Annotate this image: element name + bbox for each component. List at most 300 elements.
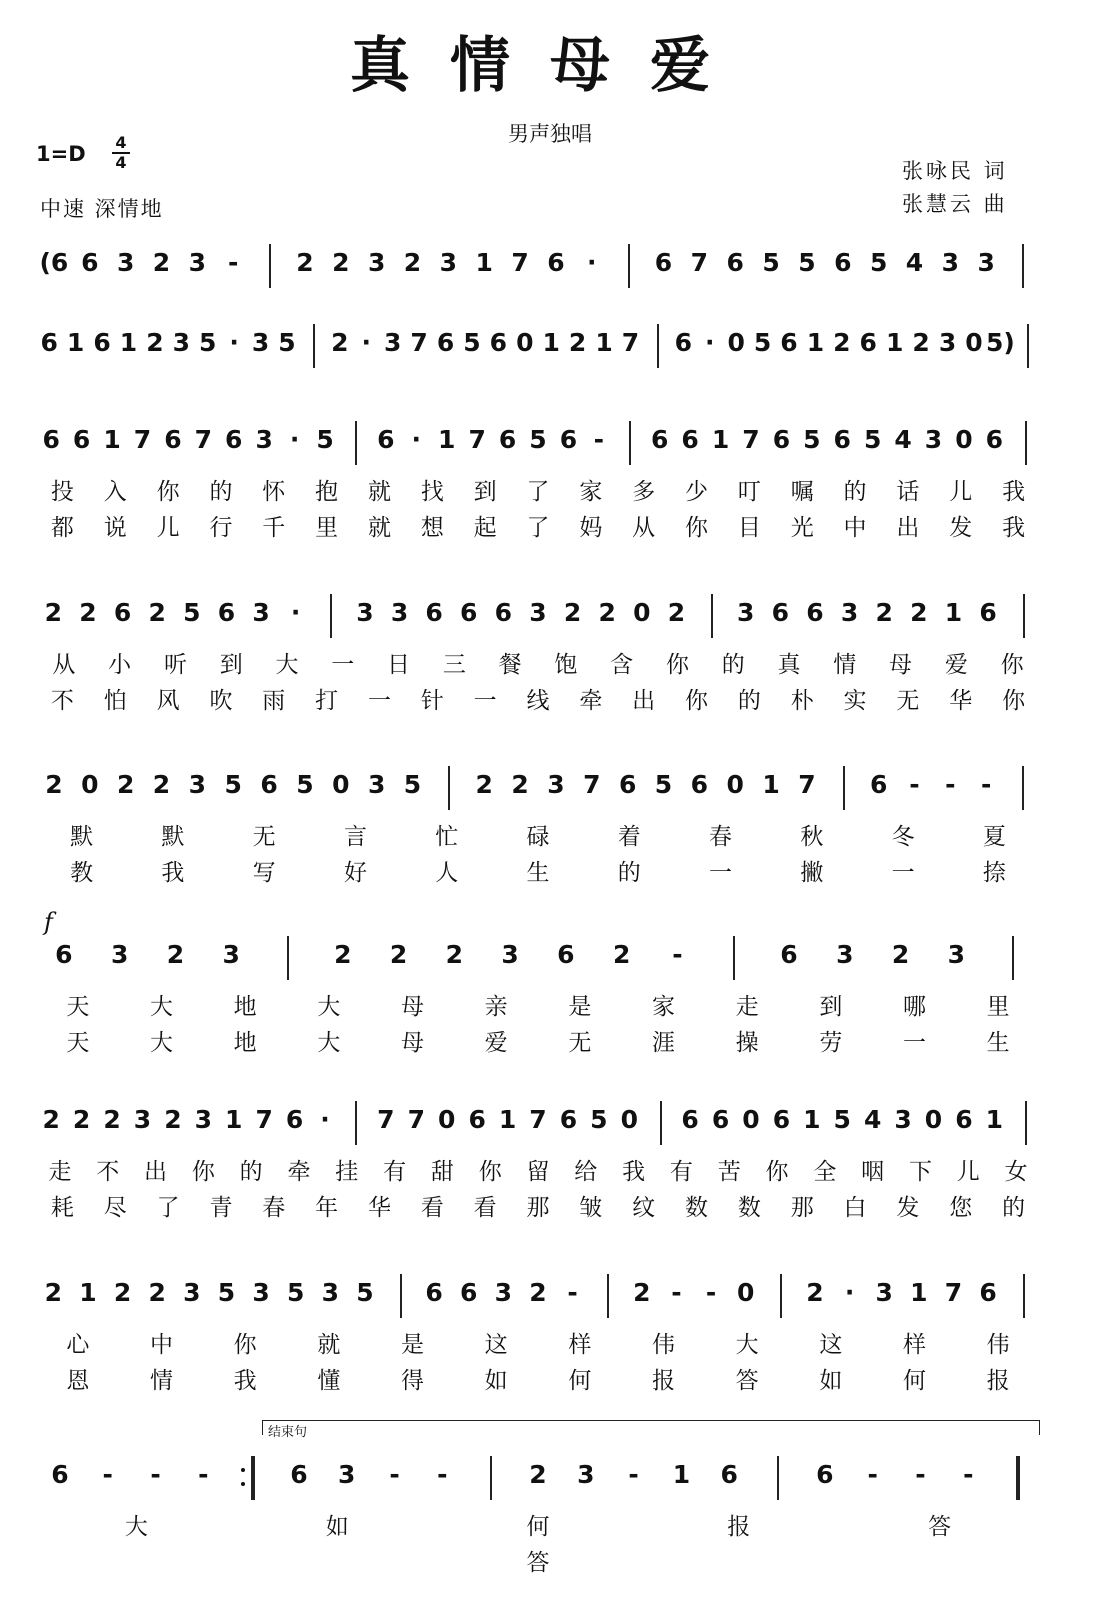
lyric-verse-1: 家 (579, 479, 603, 505)
note: 5 (869, 248, 888, 277)
note: - (389, 1460, 400, 1489)
lyric-verse-2: 怕 (103, 688, 127, 714)
lyric-verse-1: 天 (66, 994, 90, 1020)
lyric-verse-2: 起 (473, 515, 497, 541)
lyric-verse-2: 实 (843, 688, 867, 714)
lyric-verse-1: 心 (66, 1332, 90, 1358)
note: 2 (833, 328, 851, 357)
note: 3 (947, 940, 966, 969)
note: 6 (869, 770, 888, 799)
lyric-verse-2: 无 (896, 688, 920, 714)
lyric-verse-1: 了 (526, 479, 550, 505)
lyric-verse-1: 地 (233, 994, 257, 1020)
note: 5 (762, 248, 780, 277)
note: 2 (44, 1278, 62, 1307)
note: 2 (45, 770, 63, 799)
note: 3 (577, 1460, 595, 1489)
lyric-verse-2: 看 (420, 1195, 444, 1221)
note: 6 (290, 1460, 308, 1489)
note: 5 (403, 770, 422, 799)
lyric-verse-2: 涯 (652, 1030, 675, 1056)
dynamic-forte: f (44, 908, 53, 936)
lyric-verse-1: 走 (735, 994, 759, 1020)
note: 3 (116, 248, 135, 277)
note: 3 (737, 598, 755, 627)
note: 6 (425, 1278, 443, 1307)
lyric-verse-2: 都 (50, 515, 74, 541)
note: 2 (875, 598, 893, 627)
note: · (320, 1105, 330, 1134)
barline (1025, 1101, 1027, 1145)
lyric-verse-2: 皱 (579, 1195, 603, 1221)
barline (843, 766, 845, 810)
note: 3 (356, 598, 374, 627)
note: 6 (559, 425, 578, 454)
note: 2 (296, 248, 314, 277)
note: 0 (737, 1278, 755, 1307)
lyric-verse-1: 日 (387, 652, 411, 678)
lyric-verse-1: 一 (331, 652, 355, 678)
lyric-verse-1: 母 (401, 994, 424, 1020)
note: 6 (771, 598, 790, 627)
note: 7 (133, 425, 152, 454)
lyric-verse-2: 发 (896, 1195, 920, 1221)
barline (780, 1274, 782, 1318)
note: 6 (113, 598, 132, 627)
lyric-verse-2: 了 (526, 515, 550, 541)
lyric-verse-2: 捺 (982, 860, 1006, 886)
note: 3 (367, 770, 386, 799)
lyric-verse-2: 操 (735, 1030, 759, 1056)
note: 0 (965, 328, 983, 357)
lyric-verse-2: 你 (685, 515, 709, 541)
note: 0 (955, 425, 973, 454)
note: 5 (356, 1278, 374, 1307)
note: - (867, 1460, 878, 1489)
lyric-verse-1: 大 (317, 994, 341, 1020)
lyric-verse-1: 三 (442, 652, 466, 678)
note: 3 (367, 248, 386, 277)
score-system (0, 1460, 1100, 1590)
note: 7 (255, 1105, 273, 1134)
lyric-verse-1: 女 (1004, 1159, 1028, 1185)
note: 7 (377, 1105, 395, 1134)
note: - (150, 1460, 161, 1489)
lyric-verse-2: 生 (986, 1030, 1010, 1056)
note: 5 (753, 328, 772, 357)
lyric-verse-1: 春 (709, 824, 733, 850)
lyric-verse-1: 无 (252, 824, 276, 850)
note: 3 (941, 248, 960, 277)
lyric-verse-2: 中 (843, 515, 867, 541)
lyric-verse-1: 是 (568, 994, 592, 1020)
note: 0 (727, 328, 745, 357)
barline (1022, 766, 1024, 810)
lyric-verse-1: 伟 (652, 1332, 675, 1358)
lyric-verse-2: 年 (315, 1195, 339, 1221)
lyric-verse-2: 得 (401, 1368, 424, 1394)
barline (355, 1101, 357, 1145)
barline (1016, 1456, 1020, 1500)
lyric-verse-1: 的 (843, 479, 867, 505)
lyric-verse-2: 撇 (800, 860, 824, 886)
note: 6 (164, 425, 182, 454)
lyric-verse-2: 一 (473, 688, 497, 714)
lyric-verse-1: 苦 (717, 1159, 741, 1185)
note: 0 (742, 1105, 760, 1134)
lyric-verse-1: 大 (735, 1332, 759, 1358)
note: · (289, 425, 300, 454)
lyric-verse-2: 那 (526, 1195, 550, 1221)
note: 2 (148, 1278, 166, 1307)
lyric-verse-1: 家 (652, 994, 675, 1020)
note: 0 (924, 1105, 943, 1134)
note: 1 (711, 425, 730, 454)
lyric-verse-1: 走 (48, 1159, 72, 1185)
composer-credit: 张慧云 曲 (902, 192, 1008, 216)
note: 2 (146, 328, 164, 357)
lyric-verse-1: 忙 (435, 824, 459, 850)
lyric-verse-1: 有 (669, 1159, 693, 1185)
note: 3 (252, 1278, 270, 1307)
note: · (229, 328, 239, 357)
lyric-verse-1: 全 (813, 1159, 837, 1185)
note: 3 (255, 425, 273, 454)
note: 6 (498, 425, 517, 454)
lyric-verse-2: 吹 (209, 688, 233, 714)
note: 2 (529, 1278, 547, 1307)
note: 2 (806, 1278, 824, 1307)
note: 6 (772, 1105, 791, 1134)
score-system (0, 1278, 1100, 1408)
ending-bracket (262, 1420, 1040, 1435)
note: 5 (199, 328, 217, 357)
lyric-verse-2: 不 (50, 688, 74, 714)
lyric-verse-2: 答 (735, 1368, 759, 1394)
lyric-verse-2: 你 (1002, 688, 1026, 714)
lyric-verse-1: 样 (568, 1332, 592, 1358)
score-system (0, 425, 1100, 555)
note: 1 (944, 598, 963, 627)
lyric-verse-2: 我 (233, 1368, 257, 1394)
meter-bottom: 4 (115, 153, 127, 172)
note: 3 (188, 770, 207, 799)
lyric-verse-1: 大 (275, 652, 299, 678)
note: 2 (116, 770, 135, 799)
lyric-verse-1: 情 (833, 652, 857, 678)
note: · (844, 1278, 855, 1307)
barline (1025, 421, 1027, 465)
barline (355, 421, 357, 465)
lyric-verse-2: 说 (103, 515, 127, 541)
note: 1 (498, 1105, 517, 1134)
lyric-verse-2: 天 (66, 1030, 90, 1056)
lyric-verse-1: 着 (617, 824, 641, 850)
barline (607, 1274, 609, 1318)
lyric-verse-2: 雨 (262, 688, 286, 714)
note: 5 (286, 1278, 305, 1307)
lyric-verse-1: 大 (150, 994, 173, 1020)
note: 2 (148, 598, 166, 627)
note: 6 (225, 425, 243, 454)
note: 2 (912, 328, 930, 357)
lyric-verse-1: 母 (889, 652, 913, 678)
barline (1027, 324, 1029, 368)
note: 7 (944, 1278, 963, 1307)
note: 6 (377, 425, 395, 454)
lyric-verse-1: 留 (526, 1159, 550, 1185)
note: 2 (79, 598, 97, 627)
lyric-verse-1: 夏 (982, 824, 1006, 850)
lyric-verse-2: 报 (652, 1368, 675, 1394)
note: 3 (321, 1278, 339, 1307)
lyric-verse-1: 你 (191, 1159, 215, 1185)
lyric-verse-1: 话 (896, 479, 920, 505)
lyric-verse-2: 牵 (579, 688, 603, 714)
lyric-verse-2: 一 (367, 688, 391, 714)
barline (269, 244, 271, 288)
lyric-verse-1: 爱 (944, 652, 968, 678)
note: 1 (119, 328, 138, 357)
lyric-verse-2: 大 (150, 1030, 173, 1056)
note: 3 (251, 328, 270, 357)
note: 3 (183, 1278, 201, 1307)
note: 1 (985, 1105, 1004, 1134)
note: 7 (798, 770, 816, 799)
note: 0 (81, 770, 99, 799)
lyric-verse-1: 哪 (903, 994, 926, 1020)
barline (251, 1456, 255, 1500)
ending-label: 结束句 (268, 1425, 308, 1440)
note: 1 (475, 248, 493, 277)
note: 6 (260, 770, 278, 799)
lyric-verse-2: 爱 (484, 1030, 508, 1056)
barline (1023, 1274, 1025, 1318)
lyric-verse-1: 抱 (315, 479, 339, 505)
note: 6 (834, 248, 852, 277)
note: 3 (439, 248, 458, 277)
note: 3 (252, 598, 270, 627)
note: 6 (93, 328, 111, 357)
note: 6 (42, 425, 60, 454)
lyric-verse-1: 入 (103, 479, 127, 505)
lyric-verse-1: 儿 (949, 479, 973, 505)
lyric-verse-2: 懂 (317, 1368, 341, 1394)
lyric-verse-2: 青 (209, 1195, 233, 1221)
note: - (909, 770, 920, 799)
note: 5 (798, 248, 816, 277)
lyric-verse-1: 大 (124, 1514, 148, 1540)
lyric-verse-2: 线 (526, 688, 550, 714)
lyric-verse-2: 答 (526, 1550, 550, 1576)
lyric-verse-1: 何 (526, 1514, 550, 1540)
note: · (704, 328, 715, 357)
note: 6 (681, 1105, 699, 1134)
lyric-verse-1: 伟 (986, 1332, 1010, 1358)
score-system (0, 770, 1100, 900)
lyric-verse-1: 牵 (287, 1159, 311, 1185)
note: · (290, 598, 301, 627)
lyric-verse-1: 出 (144, 1159, 168, 1185)
lyric-verse-2: 目 (737, 515, 761, 541)
note: 7 (511, 248, 529, 277)
lyric-verse-1: 饱 (554, 652, 578, 678)
note: 6 (806, 598, 824, 627)
note: 6 (81, 248, 99, 277)
note: 0 (516, 328, 534, 357)
lyric-verse-1: 挂 (335, 1159, 359, 1185)
lyric-verse-2: 纹 (632, 1195, 656, 1221)
barline (660, 1101, 662, 1145)
lyric-verse-2: 好 (343, 860, 367, 886)
note: 6 (460, 598, 478, 627)
note: 7 (583, 770, 601, 799)
note: 3 (894, 1105, 912, 1134)
note: 1 (762, 770, 780, 799)
barline (330, 594, 332, 638)
note: 6 (494, 598, 513, 627)
note: 2 (152, 248, 171, 277)
note: 6 (780, 940, 798, 969)
song-title: 真情母爱 (350, 31, 750, 101)
lyric-verse-1: 言 (343, 824, 367, 850)
note: 5 (590, 1105, 608, 1134)
note: 7 (529, 1105, 547, 1134)
note: 6 (425, 598, 443, 627)
lyric-verse-1: 的 (721, 652, 745, 678)
note: 6 (711, 1105, 730, 1134)
lyric-verse-2: 写 (252, 860, 276, 886)
note: · (361, 328, 371, 357)
lyric-verse-1: 的 (209, 479, 233, 505)
note: 6 (51, 1460, 69, 1489)
lyric-verse-2: 教 (70, 860, 94, 886)
lyric-verse-2: 针 (420, 688, 444, 714)
lyric-verse-2: 出 (632, 688, 656, 714)
note: 5 (316, 425, 334, 454)
lyric-verse-2: 的 (737, 688, 761, 714)
lyric-verse-1: 是 (401, 1332, 424, 1358)
lyric-verse-1: 默 (161, 824, 185, 850)
lyric-verse-2: 数 (685, 1195, 709, 1221)
lyric-verse-2: 千 (262, 515, 286, 541)
note: - (963, 1460, 974, 1489)
note: 7 (410, 328, 428, 357)
note: 4 (905, 248, 924, 277)
note: 5) (985, 328, 1015, 357)
lyric-verse-2: 出 (896, 515, 920, 541)
score-system (0, 598, 1100, 728)
lyric-verse-1: 给 (574, 1159, 598, 1185)
note: 2 (164, 1105, 182, 1134)
note: 5 (224, 770, 242, 799)
lyric-verse-2: 我 (161, 860, 185, 886)
note: 1 (66, 328, 85, 357)
note: 6 (979, 1278, 997, 1307)
lyric-verse-1: 你 (233, 1332, 257, 1358)
note: 5 (863, 425, 882, 454)
lyric-verse-1: 含 (610, 652, 634, 678)
note: 3 (390, 598, 409, 627)
lyric-verse-2: 发 (949, 515, 973, 541)
note: 6 (460, 1278, 478, 1307)
lyric-verse-1: 到 (473, 479, 497, 505)
repeat-dot (241, 1482, 245, 1486)
barline (400, 1274, 402, 1318)
barline (490, 1456, 492, 1500)
barline (1012, 936, 1014, 980)
lyric-verse-2: 尽 (103, 1195, 127, 1221)
lyric-verse-2: 恩 (66, 1368, 90, 1394)
lyric-verse-2: 一 (891, 860, 915, 886)
note: 3 (938, 328, 957, 357)
note: 7 (468, 425, 486, 454)
barline (733, 936, 735, 980)
lyric-verse-1: 你 (156, 479, 180, 505)
lyric-verse-1: 亲 (484, 994, 508, 1020)
note: 3 (924, 425, 943, 454)
note: 6 (654, 248, 673, 277)
lyric-verse-1: 你 (665, 652, 689, 678)
lyric-verse-2: 了 (156, 1195, 180, 1221)
note: 6 (955, 1105, 973, 1134)
note: · (587, 248, 597, 277)
note: - (628, 1460, 639, 1489)
barline (628, 244, 630, 288)
note: - (705, 1278, 717, 1307)
barline (629, 421, 631, 465)
note: 6 (40, 328, 58, 357)
note: 2 (113, 1278, 132, 1307)
lyric-verse-2: 一 (903, 1030, 926, 1056)
note: - (915, 1460, 926, 1489)
note: 1 (885, 328, 904, 357)
note: 7 (407, 1105, 425, 1134)
lyric-verse-2: 我 (1002, 515, 1026, 541)
barline (287, 936, 289, 980)
note: 0 (726, 770, 744, 799)
note: 4 (863, 1105, 882, 1134)
lyric-verse-1: 真 (777, 652, 801, 678)
note: 2 (598, 598, 616, 627)
lyric-verse-2: 儿 (156, 515, 180, 541)
note: 3 (547, 770, 565, 799)
note: 6 (217, 598, 236, 627)
lyric-verse-1: 少 (685, 479, 709, 505)
note: 2 (568, 328, 587, 357)
lyric-verse-2: 耗 (50, 1195, 74, 1221)
lyric-verse-1: 儿 (956, 1159, 980, 1185)
lyric-verse-2: 何 (568, 1368, 592, 1394)
lyric-verse-1: 从 (52, 652, 76, 678)
barline (657, 324, 659, 368)
lyric-verse-1: 你 (1000, 652, 1024, 678)
note: 3 (172, 328, 191, 357)
lyric-verse-2: 华 (367, 1195, 391, 1221)
lyricist-credit: 张咏民 词 (902, 159, 1008, 183)
note: 2 (389, 940, 408, 969)
note: 2 (103, 1105, 121, 1134)
key-signature: 1=D (36, 142, 86, 166)
note: 1 (225, 1105, 243, 1134)
note: 6 (55, 940, 73, 969)
lyric-verse-2: 看 (473, 1195, 497, 1221)
note: 1 (806, 328, 825, 357)
lyric-verse-2: 情 (150, 1368, 173, 1394)
note: 5 (278, 328, 296, 357)
score-system (0, 940, 1100, 1070)
lyric-verse-1: 答 (928, 1514, 952, 1540)
